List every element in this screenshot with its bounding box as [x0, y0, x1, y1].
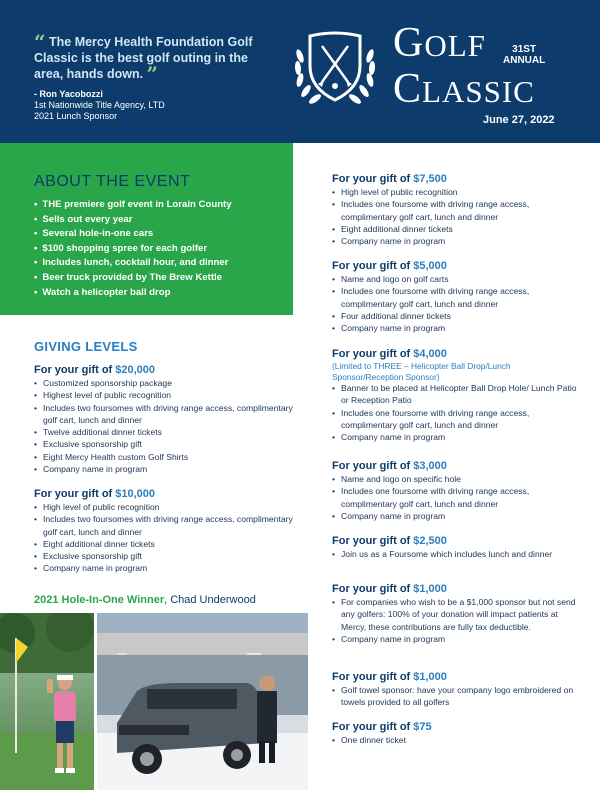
- list-item: • Beer truck provided by The Brew Kettle: [34, 271, 232, 286]
- list-item: • Includes lunch, cocktail hour, and dinner: [34, 256, 232, 271]
- testimonial-quote: [34, 30, 274, 86]
- list-item: • Golf towel sponsor: have your company logo embroidered on towels provided to all golfers: [332, 684, 577, 709]
- list-item: • High level of public recognition: [332, 186, 582, 198]
- gift-level-1000-donation: [332, 582, 577, 645]
- list-item: • Company name in program: [34, 463, 294, 475]
- list-item: • THE premiere golf event in Lorain County: [34, 198, 232, 213]
- list-item: • Company name in program: [332, 322, 582, 334]
- quote-attribution: [34, 89, 165, 122]
- list-item: • Includes one foursome with driving range access, complimentary golf cart, lunch and dinner: [332, 485, 582, 510]
- list-item: • Customized sponsorship package: [34, 377, 294, 389]
- car-photo-illustration: [97, 613, 308, 790]
- list-item: • Includes two foursomes with driving range access, complimentary golf cart, lunch and dinner: [34, 402, 294, 427]
- list-item: • Highest level of public recognition: [34, 389, 294, 401]
- list-item: • $100 shopping spree for each golfer: [34, 242, 232, 257]
- list-item: • Name and logo on golf carts: [332, 273, 582, 285]
- gift-heading: For your gift of $75: [332, 721, 432, 733]
- list-item: • Join us as a Foursome which includes lunch and dinner: [332, 548, 572, 560]
- attrib-company: 1st Nationwide Title Agency, LTD: [34, 100, 165, 110]
- list-item: • Company name in program: [332, 633, 577, 645]
- header-banner: [0, 0, 600, 143]
- winner-photo-green: [0, 613, 94, 790]
- list-item: • Several hole-in-one cars: [34, 227, 232, 242]
- quote-text: The Mercy Health Foundation Golf Classic is the best golf outing in the area, hands down.: [34, 35, 253, 81]
- gift-heading: For your gift of $2,500: [332, 535, 447, 547]
- about-title: ABOUT THE EVENT: [34, 173, 191, 190]
- list-item: • Includes one foursome with driving range access, complimentary golf cart, lunch and dinner: [332, 285, 582, 310]
- list-item: • Includes one foursome with driving range access, complimentary golf cart, lunch and dinner: [332, 198, 582, 223]
- gift-heading: For your gift of $4,000: [332, 348, 447, 360]
- list-item: • Sells out every year: [34, 213, 232, 228]
- gift-heading: For your gift of $3,000: [332, 460, 447, 472]
- giving-levels-title: GIVING LEVELS: [34, 339, 138, 354]
- list-item: • Exclusive sponsorship gift: [34, 438, 294, 450]
- gift-note: (Limited to THREE – Helicopter Ball Drop/Lunch Sponsor/Reception Sponsor): [332, 361, 511, 382]
- list-item: • High level of public recognition: [34, 501, 294, 513]
- about-section: [0, 143, 293, 315]
- gift-heading: For your gift of $1,000: [332, 671, 447, 683]
- winner-caption: 2021 Hole-In-One Winner, Chad Underwood: [34, 594, 256, 606]
- title-golf: GOLF: [393, 20, 486, 66]
- event-date: June 27, 2022: [483, 114, 555, 126]
- list-item: • Banner to be placed at Helicopter Ball Drop Hole/ Lunch Patio or Reception Patio: [332, 382, 582, 407]
- list-item: • Company name in program: [34, 562, 294, 574]
- list-item: • Watch a helicopter ball drop: [34, 286, 232, 301]
- annual-badge: 31ST ANNUAL: [503, 44, 546, 66]
- gift-heading: For your gift of $7,500: [332, 173, 447, 185]
- list-item: • Eight additional dinner tickets: [34, 538, 294, 550]
- attrib-name: - Ron Yacobozzi: [34, 89, 103, 99]
- attrib-role: 2021 Lunch Sponsor: [34, 111, 118, 121]
- gift-level-5000: [332, 259, 582, 334]
- gift-level-10000: [34, 487, 294, 575]
- gift-heading: For your gift of $1,000: [332, 583, 447, 595]
- about-list: [34, 198, 232, 300]
- quote-open-icon: “: [34, 30, 46, 54]
- list-item: • For companies who wish to be a $1,000 sponsor but not send any golfers: 100% of your donation will impact patients at Mercy, these contributions are fully tax deductible.: [332, 596, 577, 633]
- list-item: • Twelve additional dinner tickets: [34, 426, 294, 438]
- golf-crest-icon: [290, 26, 380, 110]
- list-item: • Company name in program: [332, 510, 582, 522]
- gift-heading: For your gift of $10,000: [34, 488, 156, 500]
- winner-photo-car: [97, 613, 308, 790]
- golfer-photo-illustration: [0, 613, 94, 790]
- quote-close-icon: ”: [146, 62, 159, 86]
- list-item: • One dinner ticket: [332, 734, 577, 746]
- list-item: • Eight Mercy Health custom Golf Shirts: [34, 451, 294, 463]
- list-item: • Company name in program: [332, 431, 582, 443]
- list-item: • Name and logo on specific hole: [332, 473, 582, 485]
- title-classic: CLASSIC: [393, 66, 535, 112]
- list-item: • Company name in program: [332, 235, 582, 247]
- gift-heading: For your gift of $20,000: [34, 364, 156, 376]
- gift-level-1000-towel: [332, 670, 577, 709]
- gift-level-75: [332, 720, 577, 746]
- gift-heading: For your gift of $5,000: [332, 260, 447, 272]
- list-item: • Exclusive sponsorship gift: [34, 550, 294, 562]
- gift-level-3000: [332, 459, 582, 522]
- list-item: • Four additional dinner tickets: [332, 310, 582, 322]
- gift-level-20000: [34, 363, 294, 475]
- gift-level-2500: [332, 534, 572, 560]
- gift-level-4000: [332, 347, 582, 443]
- list-item: • Includes one foursome with driving range access, complimentary golf cart, lunch and dinner: [332, 407, 582, 432]
- list-item: • Eight additional dinner tickets: [332, 223, 582, 235]
- list-item: • Includes two foursomes with driving range access, complimentary golf cart, lunch and dinner: [34, 513, 294, 538]
- gift-level-7500: [332, 172, 582, 247]
